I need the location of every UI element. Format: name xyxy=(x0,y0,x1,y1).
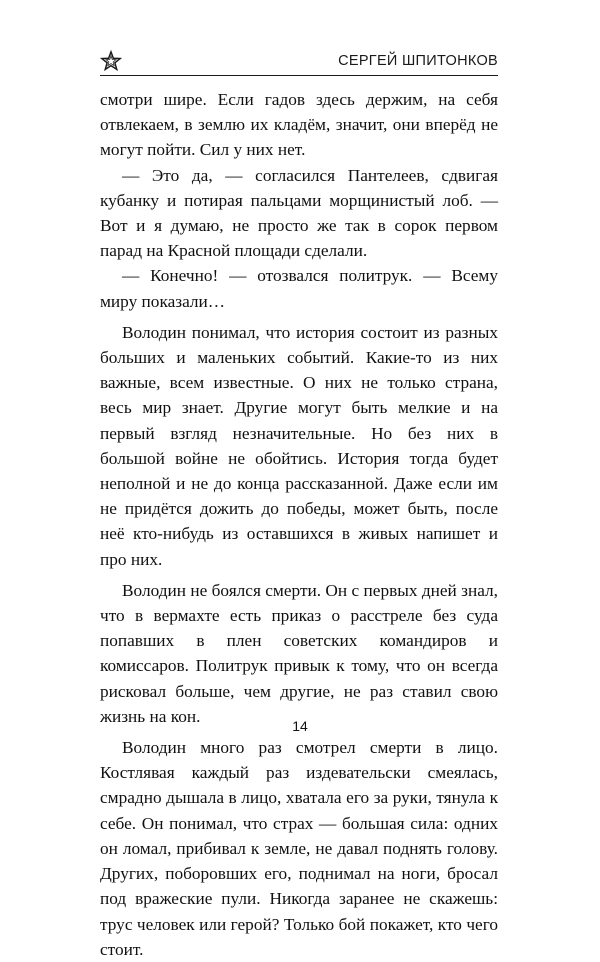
paragraph: — Конечно! — отозвался политрук. — Всему миру показали… xyxy=(100,266,498,311)
paragraph: смотри шире. Если гадов здесь держим, на себя отвлекаем, в землю их кладём, значит, они вперёд не могут пойти. Сил у них нет. xyxy=(100,90,498,160)
page-header xyxy=(100,48,498,78)
outline-star-icon xyxy=(100,50,122,72)
paragraph: Володин много раз смотрел смерти в лицо. Костлявая каждый раз издевательски смеялась, смрадно дышала в лицо, хватала его за руки, тянула к себе. Он понимал, что страх — большая сила: одних он ломал, прибивал к земле, не давал поднять голову. Других, поборовших его, поднимал на ноги, бросал под вражеские пули. Никогда заранее не скажешь: трус человек или герой? Только бой покажет, кто чего стоит. xyxy=(100,738,498,959)
running-head-author: СЕРГЕЙ ШПИТОНКОВ xyxy=(338,53,498,69)
header-rule xyxy=(100,75,498,76)
paragraph: Володин понимал, что история состоит из разных больших и маленьких событий. Какие-то из них важные, всем известные. О них не только страна, весь мир знает. Другие могут быть мелкие и на первый взгляд незначительные. Но без них в большой войне не обойтись. История тогда будет неполной и не до конца рассказанной. Даже если им не придётся дожить до победы, может быть, после неё кто-нибудь из оставшихся в живых напишет и про них. xyxy=(100,322,498,569)
paragraph: Володин не боялся смерти. Он с первых дней знал, что в вермахте есть приказ о расстреле без суда попавших в плен советских командиров и комиссаров. Политрук привык к тому, что он всегда рисковал больше, чем другие, не раз ставил свою жизнь на кон. xyxy=(100,580,498,726)
paragraph: — Это да, — согласился Пантелеев, сдвигая кубанку и потирая пальцами морщинистый лоб. — Вот и я думаю, не просто же так в сорок первом парад на Красной площади сделали. xyxy=(100,165,498,261)
body-text xyxy=(100,87,498,962)
page-number: 14 xyxy=(292,718,308,734)
